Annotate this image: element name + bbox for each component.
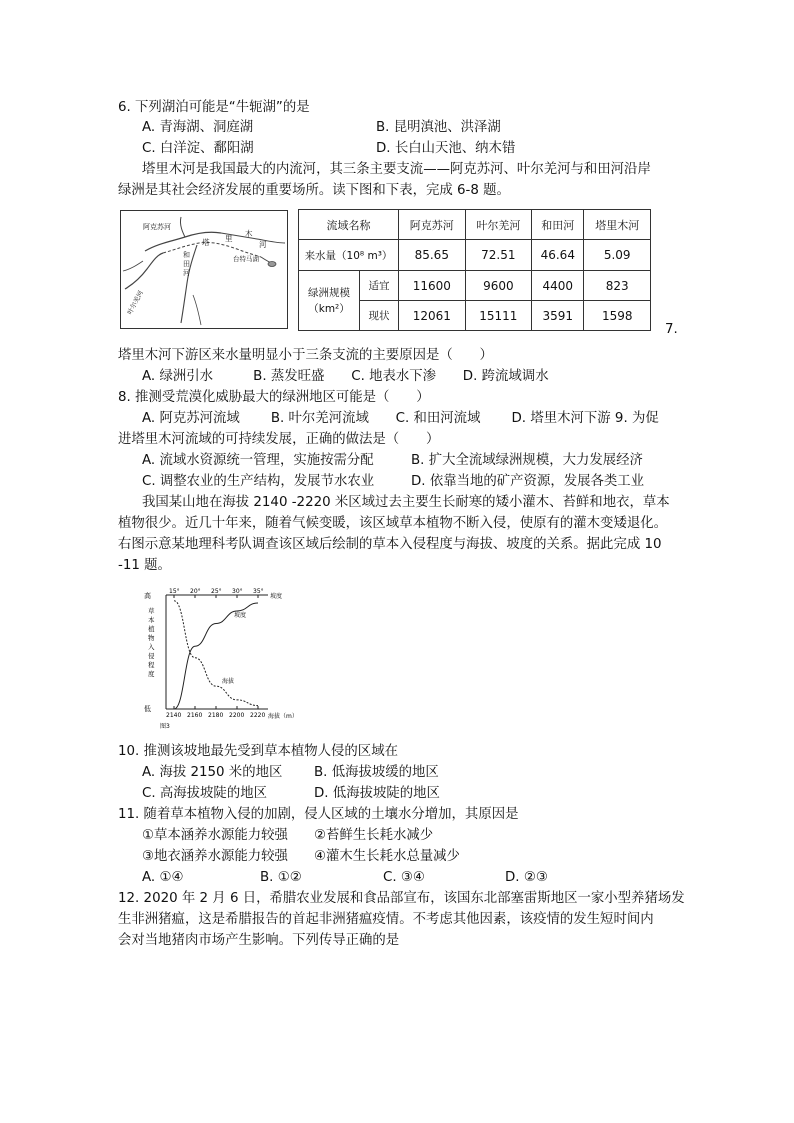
x-bottom-tick-label: 2200 (229, 712, 245, 719)
q11-statement-3: ③地衣涵养水源能力较强 (142, 849, 288, 864)
y-axis-label-char: 植 (148, 625, 155, 633)
table-cell: 5.09 (584, 240, 651, 271)
x-bottom-tick-label: 2180 (208, 712, 224, 719)
x-top-tick-label: 30° (232, 588, 243, 595)
y-axis-label-char: 程 (148, 661, 155, 669)
table-cell: 9600 (465, 271, 532, 301)
y-high-label: 高 (144, 592, 151, 600)
x-bottom-tick-label: 2140 (166, 712, 182, 719)
table-cell: 1598 (584, 301, 651, 331)
q8-stem: 8. 推测受荒漠化威胁最大的绿洲地区可能是（ ） (118, 390, 430, 405)
map-label-taitema: 台特马湖 (233, 255, 259, 263)
map-label-akesu: 阿克苏河 (143, 223, 171, 231)
intro2-line1: 我国某山地在海拔 2140 -2220 米区域过去主要生长耐寒的矮小灌木、苔鲜和地衣，草本 (142, 495, 670, 510)
q9-stem: 进塔里木河流域的可持续发展，正确的做法是（ ） (118, 432, 440, 447)
table-row-label: 现状 (360, 301, 399, 331)
chart-caption: 图3 (160, 723, 170, 730)
table-cell: 12061 (399, 301, 466, 331)
series-label-slope: 坡度 (234, 612, 247, 619)
invasion-chart (142, 585, 310, 730)
q11-stem: 11. 随着草本植物入侵的加剧，侵人区域的土壤水分增加，其原因是 (118, 807, 519, 822)
x-top-tick-label: 15° (169, 588, 180, 595)
table-group-label-line2: （km²） (308, 302, 350, 315)
table-row (299, 240, 651, 271)
invasion-chart-svg (142, 585, 310, 730)
table-row-label: 来水量（10⁸ m³） (299, 240, 399, 271)
table-group-label-line1: 绿洲规模 (308, 286, 350, 299)
q9-option-c: C. 调整农业的生产结构，发展节水农业 (142, 474, 375, 489)
table-cell: 11600 (399, 271, 466, 301)
table-row (299, 271, 651, 301)
table-cell: 823 (584, 271, 651, 301)
map-label-ta: 塔 (202, 238, 210, 247)
q9-option-b: B. 扩大全流域绿洲规模，大力发展经济 (411, 453, 643, 468)
y-axis-label-char: 物 (148, 634, 155, 642)
map-label-li: 里 (225, 234, 233, 243)
table-cell: 72.51 (465, 240, 532, 271)
q11-statement-4: ④灌木生长耗水总量减少 (314, 849, 460, 864)
q12-line3: 会对当地猪肉市场产生影响。下列传导正确的是 (118, 933, 400, 948)
map-svg (121, 211, 287, 328)
map-label-hetian-1: 和 (183, 251, 190, 259)
x-bottom-tick-label: 2160 (187, 712, 203, 719)
q7-options: A. 绿洲引水 B. 蒸发旺盛 C. 地表水下渗 D. 跨流域调水 (142, 369, 549, 384)
table-header-cell: 和田河 (532, 210, 584, 240)
q6-option-b: B. 昆明滇池、洪泽湖 (376, 120, 501, 135)
q11-option-a: A. ①④ (142, 870, 184, 885)
y-axis-label-char: 入 (148, 643, 155, 651)
q8-options: A. 阿克苏河流域 B. 叶尔羌河流域 C. 和田河流域 D. 塔里木河下游 9. 为促 (142, 411, 659, 426)
q10-option-d: D. 低海拔坡陡的地区 (314, 786, 440, 801)
intro2-line3: 右图示意某地理科考队调查该区域后绘制的草本入侵程度与海拔、坡度的关系。据此完成 10 (118, 537, 662, 552)
intro1-line2: 绿洲是其社会经济发展的重要场所。读下图和下表，完成 6-8 题。 (118, 183, 510, 198)
x-top-axis-label: 坡度 (270, 593, 283, 600)
q12-line2: 生非洲猪瘟，这是希腊报告的首起非洲猪瘟疫情。不考虑其他因素，该疫情的发生短时间内 (118, 912, 654, 927)
x-top-tick-label: 20° (190, 588, 201, 595)
table-group-label (299, 271, 360, 331)
q10-option-a: A. 海拔 2150 米的地区 (142, 765, 283, 780)
q11-option-d: D. ②③ (505, 870, 548, 885)
table-header-cell: 塔里木河 (584, 210, 651, 240)
y-axis-label-char: 草 (148, 607, 155, 615)
table-cell: 15111 (465, 301, 532, 331)
table-header-row (299, 210, 651, 240)
x-bottom-tick-label: 2220 (250, 712, 266, 719)
y-axis-label-char: 度 (148, 670, 155, 678)
q9-option-d: D. 依靠当地的矿产资源，发展各类工业 (411, 474, 645, 489)
table-cell: 3591 (532, 301, 584, 331)
q6-stem: 6. 下列湖泊可能是“牛轭湖”的是 (118, 100, 310, 115)
q7-number: 7. (665, 322, 678, 337)
map-label-yeerqiang: 叶尔羌河 (125, 289, 145, 316)
intro2-line4: -11 题。 (118, 558, 171, 573)
intro2-line2: 植物很少。近几十年来，随着气候变暖，该区域草本植物不断入侵，使原有的灌木变矮退化。 (118, 516, 668, 531)
x-top-tick-label: 25° (211, 588, 222, 595)
table-header-cell: 流域名称 (299, 210, 399, 240)
q6-option-c: C. 白洋淀、鄱阳湖 (142, 141, 254, 156)
map-label-hetian-3: 河 (183, 269, 190, 277)
river-basin-table (298, 209, 651, 331)
q11-statement-2: ②苔鲜生长耗水减少 (314, 828, 434, 843)
x-bottom-axis-label: 海拔（m） (268, 713, 298, 720)
map-label-hetian-2: 田 (183, 260, 190, 268)
q12-line1: 12. 2020 年 2 月 6 日，希腊农业发展和食品部宣布，该国东北部塞雷斯地区一家小型养猪场发 (118, 891, 685, 906)
intro1-line1: 塔里木河是我国最大的内流河，其三条主要支流——阿克苏河、叶尔羌河与和田河沿岸 (142, 162, 651, 177)
table-cell: 85.65 (399, 240, 466, 271)
map-label-mu: 木 (245, 229, 253, 238)
q10-option-c: C. 高海拔坡陡的地区 (142, 786, 267, 801)
q9-option-a: A. 流域水资源统一管理，实施按需分配 (142, 453, 374, 468)
y-low-label: 低 (144, 705, 151, 713)
q11-option-c: C. ③④ (383, 870, 425, 885)
y-axis-label-char: 本 (148, 616, 155, 624)
q10-option-b: B. 低海拔坡缓的地区 (314, 765, 439, 780)
x-top-tick-label: 35° (253, 588, 264, 595)
tarim-river-map (120, 210, 288, 329)
table-header-cell: 阿克苏河 (399, 210, 466, 240)
y-axis-label-char: 侵 (148, 652, 155, 660)
series-label-altitude: 海拔 (222, 678, 235, 685)
q6-option-d: D. 长白山天池、纳木错 (376, 141, 516, 156)
map-label-he: 河 (259, 240, 267, 249)
table-cell: 4400 (532, 271, 584, 301)
q6-option-a: A. 青海湖、洞庭湖 (142, 120, 254, 135)
q7-stem: 塔里木河下游区来水量明显小于三条支流的主要原因是（ ） (118, 348, 493, 363)
q10-stem: 10. 推测该坡地最先受到草本植物人侵的区域在 (118, 744, 398, 759)
table-cell: 46.64 (532, 240, 584, 271)
q11-statement-1: ①草本涵养水源能力较强 (142, 828, 288, 843)
q11-option-b: B. ①② (260, 870, 302, 885)
table-header-cell: 叶尔羌河 (465, 210, 532, 240)
table-row-label: 适宜 (360, 271, 399, 301)
y-axis-label (148, 606, 155, 678)
